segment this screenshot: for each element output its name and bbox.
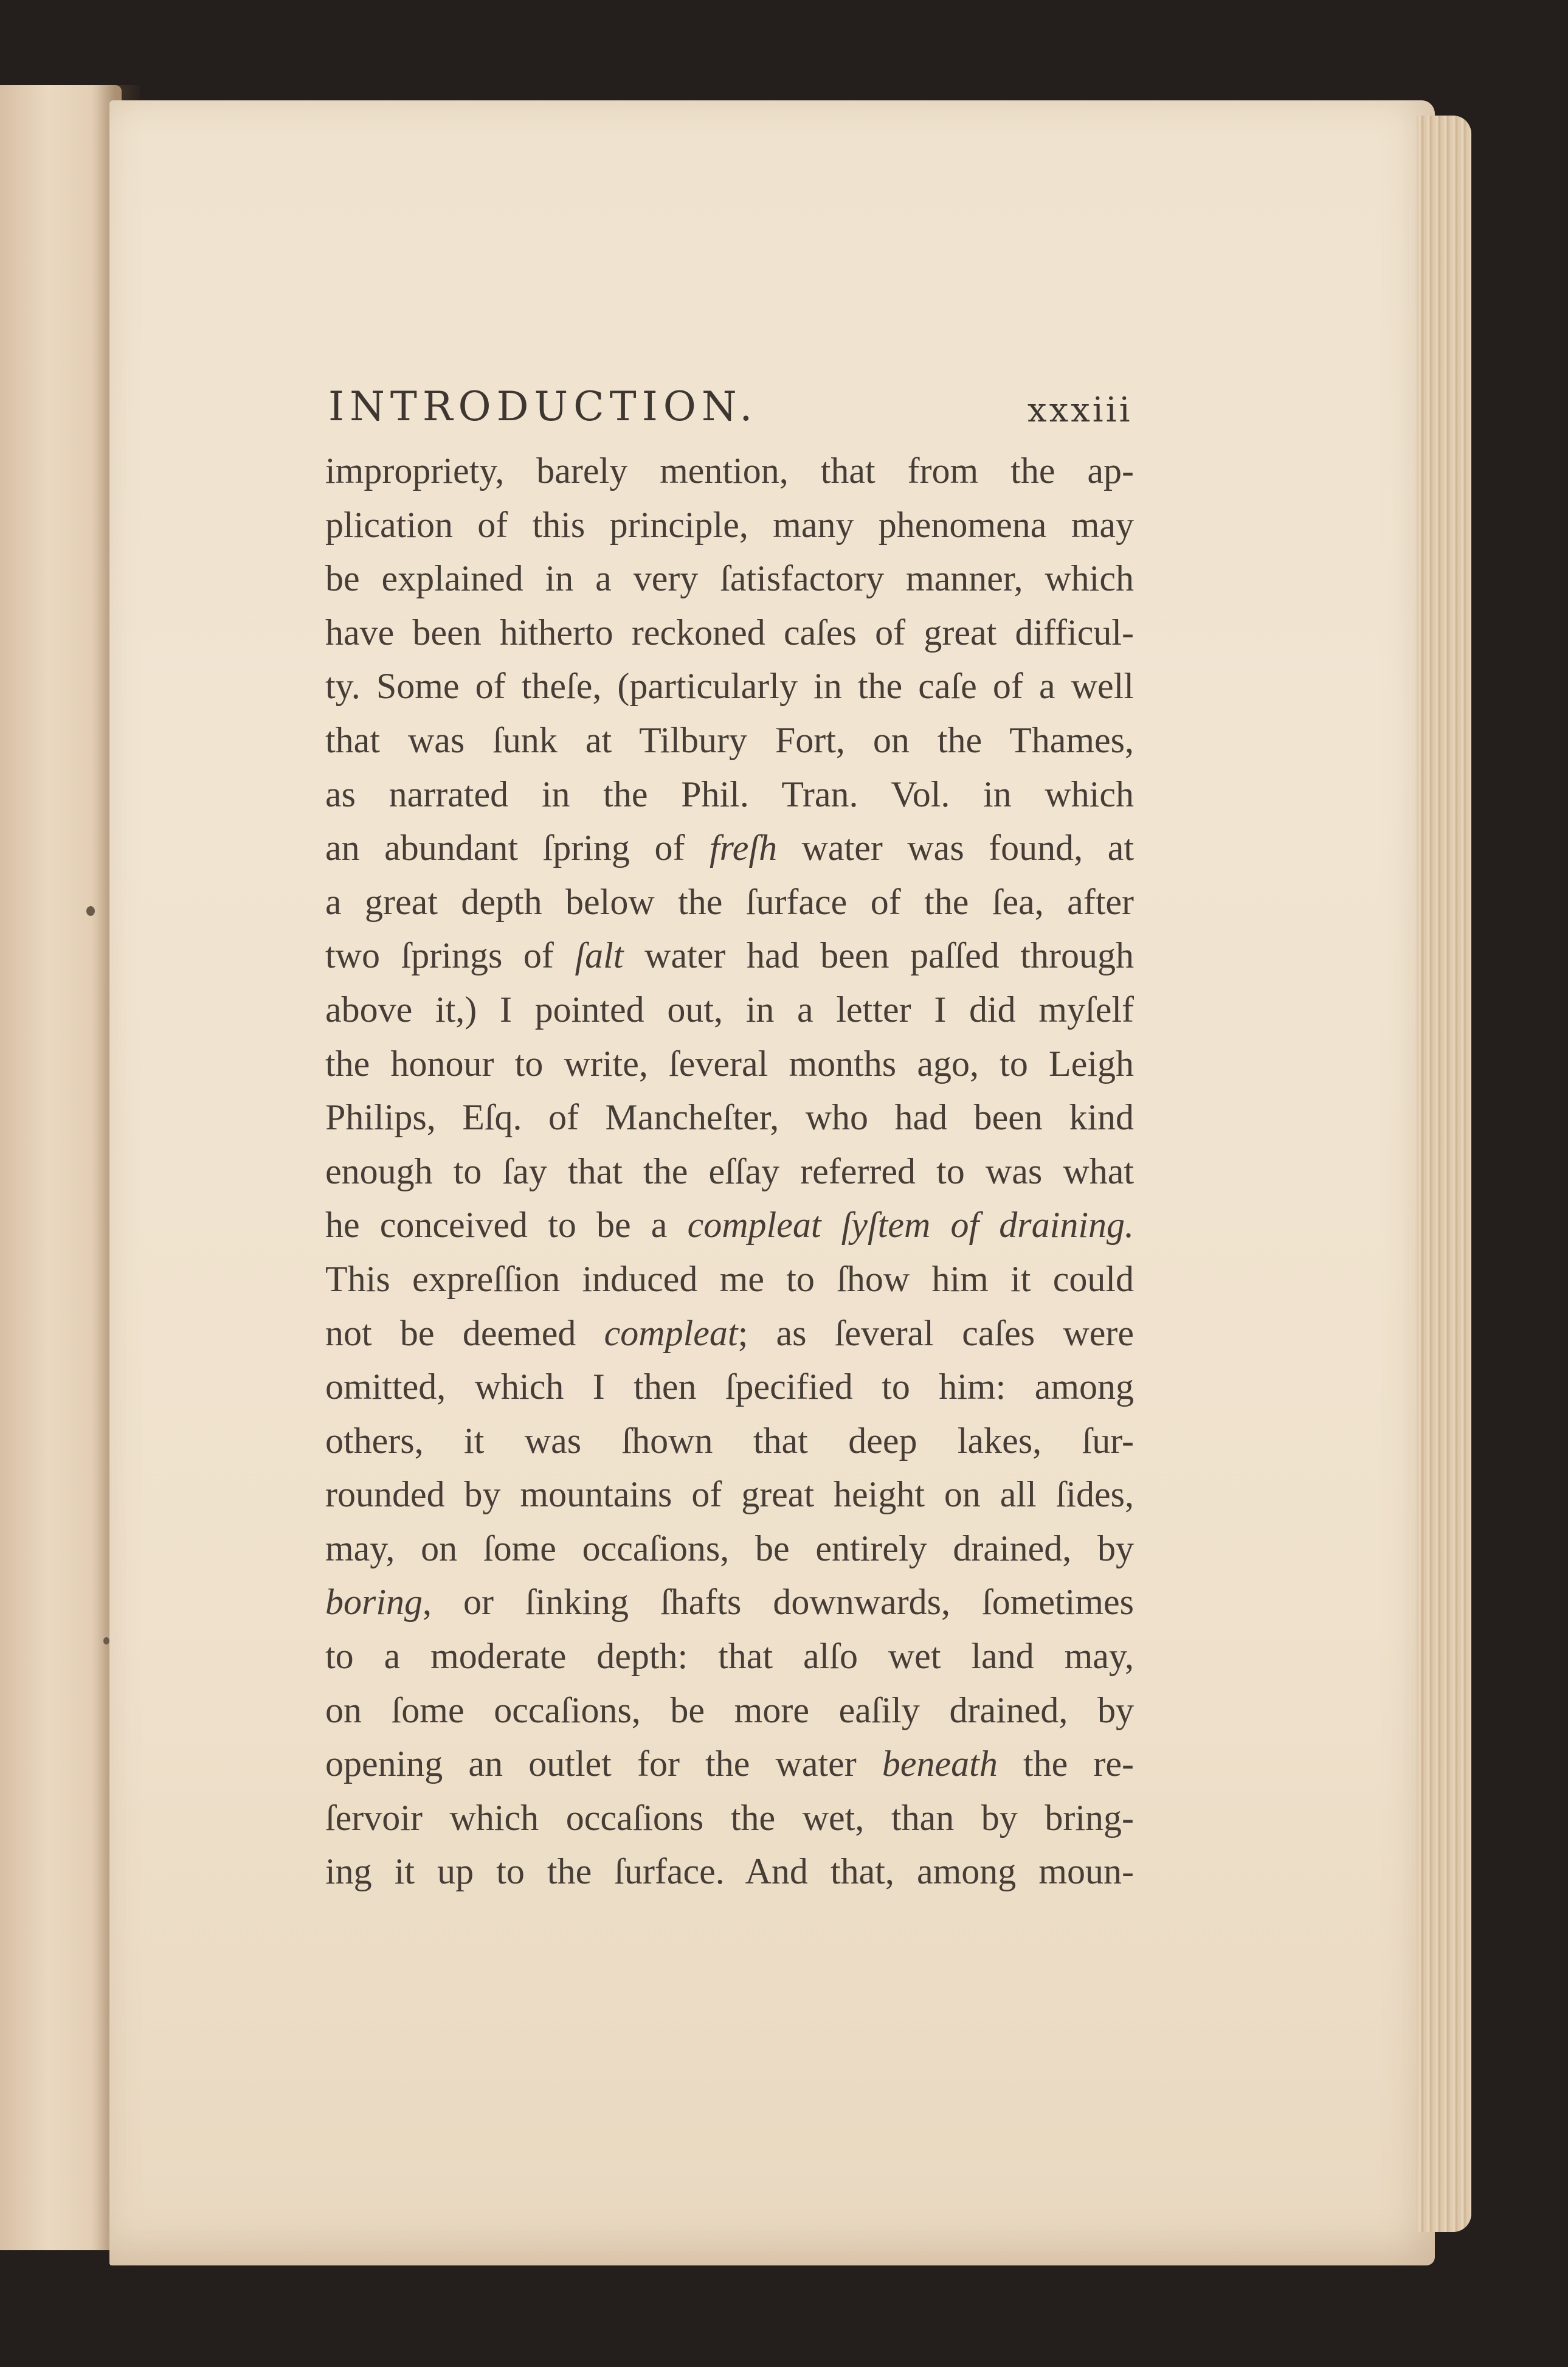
text-run: ing it up to the ſurface. And that, among moun- <box>325 1851 1134 1892</box>
page-number: xxxiii <box>1027 390 1133 430</box>
text-line <box>325 444 1134 498</box>
text-line <box>325 1090 1134 1145</box>
text-line <box>325 1414 1134 1468</box>
text-run: others, it was ſhown that deep lakes, ſur- <box>325 1420 1134 1461</box>
text-run: ; as ſeveral caſes were <box>737 1312 1134 1353</box>
text-line <box>325 929 1134 983</box>
text-run: as narrated in the Phil. Tran. Vol. in which <box>325 774 1134 814</box>
text-run: to a moderate depth: that alſo wet land may, <box>325 1636 1134 1677</box>
text-run: be explained in a very ſatisfactory manner, which <box>325 558 1134 599</box>
text-run: enough to ſay that the eſſay referred to was what <box>325 1151 1134 1191</box>
text-line <box>325 768 1134 822</box>
text-line <box>325 1306 1134 1360</box>
text-line <box>325 1737 1134 1791</box>
text-run: two ſprings of <box>325 935 575 976</box>
page-fore-edge <box>1417 116 1471 2232</box>
text-line <box>325 1629 1134 1683</box>
italic-phrase: beneath <box>882 1744 998 1784</box>
text-run: plication of this principle, many phenomena may <box>325 504 1134 545</box>
italic-phrase: ſalt <box>575 935 624 976</box>
text-line <box>325 1791 1134 1845</box>
text-line <box>325 821 1134 875</box>
text-line <box>325 552 1134 606</box>
text-line <box>325 713 1134 768</box>
text-run: he conceived to be a <box>325 1205 688 1246</box>
text-run: rounded by mountains of great height on all ſides, <box>325 1474 1134 1515</box>
text-run: not be deemed <box>325 1312 604 1353</box>
text-line <box>325 606 1134 660</box>
text-run: , or ſinking ſhafts downwards, ſometimes <box>423 1582 1134 1623</box>
text-run: on ſome occaſions, be more eaſily drained, by <box>325 1689 1134 1730</box>
text-line <box>325 1575 1134 1629</box>
running-head: INTRODUCTION. <box>328 383 758 430</box>
ink-speck <box>103 1637 109 1644</box>
text-run: the re- <box>997 1744 1134 1784</box>
text-line <box>325 983 1134 1037</box>
text-line <box>325 1037 1134 1091</box>
text-run: may, on ſome occaſions, be entirely drained, by <box>325 1528 1134 1568</box>
italic-phrase: compleat <box>604 1312 738 1353</box>
text-line <box>325 1252 1134 1306</box>
text-line <box>325 1198 1134 1252</box>
text-line <box>325 875 1134 929</box>
text-line <box>325 1845 1134 1899</box>
text-line <box>325 1522 1134 1576</box>
text-run: ſervoir which occaſions the wet, than by bring- <box>325 1797 1134 1838</box>
text-run: above it,) I pointed out, in a letter I did myſelf <box>325 989 1134 1030</box>
text-line <box>325 659 1134 713</box>
italic-phrase: boring <box>325 1582 423 1623</box>
text-line <box>325 1360 1134 1414</box>
text-line <box>325 498 1134 552</box>
text-run: Philips, Eſq. of Mancheſter, who had been kind <box>325 1097 1134 1138</box>
body-text <box>325 444 1134 1899</box>
text-run: a great depth below the ſurface of the ſea, after <box>325 881 1134 922</box>
text-run: the honour to write, ſeveral months ago, to Leigh <box>325 1043 1134 1084</box>
italic-phrase: compleat ſyſtem of draining. <box>687 1205 1134 1246</box>
text-run: have been hitherto reckoned caſes of great difficul- <box>325 612 1134 653</box>
text-line <box>325 1683 1134 1738</box>
text-line <box>325 1468 1134 1522</box>
ink-speck <box>86 906 95 916</box>
text-run: impropriety, barely mention, that from the ap- <box>325 451 1134 491</box>
text-run: that was ſunk at Tilbury Fort, on the Thames, <box>325 719 1134 760</box>
italic-phrase: freſh <box>709 828 778 868</box>
text-line <box>325 1145 1134 1199</box>
text-run: omitted, which I then ſpecified to him: among <box>325 1367 1134 1407</box>
text-run: an abundant ſpring of <box>325 828 710 868</box>
text-run: water had been paſſed through <box>623 935 1135 976</box>
text-run: opening an outlet for the water <box>325 1744 882 1784</box>
text-run: water was found, at <box>777 828 1134 868</box>
text-run: This expreſſion induced me to ſhow him it could <box>325 1258 1134 1299</box>
text-run: ty. Some of theſe, (particularly in the caſe of a well <box>325 666 1134 707</box>
